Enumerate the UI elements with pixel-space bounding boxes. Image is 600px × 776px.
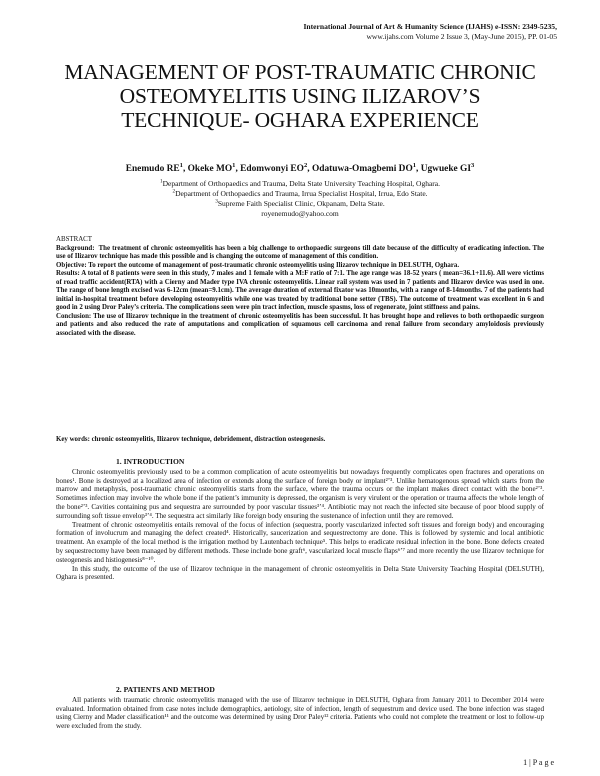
author: Odatuwa-Omagbemi DO bbox=[311, 164, 413, 174]
page-number: 1 bbox=[523, 758, 528, 767]
section-introduction bbox=[56, 458, 544, 582]
paragraph: Chronic osteomyelitis previously used to be a common complication of acute osteomyelitis but nowadays frequently complicates open fractures and operations on bones¹. Bone is destroyed at a localized area of infection or extends along the surface of foreign body or implant²ʼ³. Unlike hematogenous spread which starts from the marrow and metaphysis, post-traumatic chronic osteomyelitis starts from the surface, where the trauma occurs or the implant makes direct contact with the bone²ʼ³. Sometimes infection may involve the whole bone if the patient’s immunity is depressed, the organism is very virulent or the operation or trauma affects the whole length of the bone²ʼ³. Cavities containing pus and sequestra are surrounded by poor vascular tissues³ʼ⁴. Antibiotic may not reach the infected site because of poor blood supply of surrounding soft tissue envelop³ʼ⁴. The sequestra act similarly like foreign body ensuring the sustenance of infection until they are removed. bbox=[56, 467, 544, 520]
email[interactable]: royenemudo@yahoo.com bbox=[261, 209, 339, 218]
author-affil-mark: 2 bbox=[303, 161, 308, 169]
paragraph: Treatment of chronic osteomyelitis entails removal of the focus of infection (sequestra, poorly vascularized infected soft tissues and foreign body) and encouraging formation of involucrum and managing the defect created⁴. Historically, saucerization and sequestrectomy are done. This is followed by systemic and local antibiotic treatment. An example of the local method is the irrigation method by Lautenbach technique⁵. This helps to eradicate residual infection in the bone. Bone defects created by sequestrectomy have been managed by different methods. These include bone graft⁶, vascularized local muscle flaps⁶ʼ⁷ and more recently the use Ilizarov technique for osteogenesis and histiogenesis⁸⁻¹⁰. bbox=[56, 520, 544, 564]
author-affil-mark: 1 bbox=[179, 161, 183, 169]
journal-header bbox=[157, 22, 557, 42]
abstract-background: Background: The treatment of chronic osteomyelitis has been a big challenge to orthopaedic surgeons till date because of the difficulty of eradicating infection. The use of Ilizarov technique has made this possible and is changing the outcome of management of this condition. bbox=[56, 244, 545, 261]
journal-volume: www.ijahs.com Volume 2 Issue 3, (May-June 2015), PP. 01-05 bbox=[366, 32, 557, 42]
author-list: Enemudo $RE^1$, Okeke $MO^1$, Edomwonyi $EO^2$, Odatuwa-Omagbemi $DO^1$, Ugwueke $GI^3$ bbox=[125, 161, 475, 174]
author: Edomwonyi EO bbox=[240, 164, 304, 174]
author-affil-mark: 1 bbox=[232, 161, 236, 169]
affiliation-3: $^3$Supreme Faith Specialist Clinic, Okpanam, Delta State. bbox=[215, 198, 385, 208]
page-footer bbox=[523, 758, 554, 767]
author: Ugwueke GI bbox=[420, 164, 471, 174]
affiliation-2: $^2$Department of Orthopaedics and Trauma, Irrua Specialist Hospital, Irrua, Edo State. bbox=[172, 188, 428, 198]
affiliations bbox=[40, 179, 560, 219]
paragraph: In this study, the outcome of the use of Ilizarov technique in the management of chronic osteomyelitis in Delta State University Teaching Hospital (DELSUTH), Oghara is presented. bbox=[56, 564, 544, 582]
abstract-objective: Objective: To report the outcome of management of post-traumatic chronic osteomyelitis using Ilizarov technique in DELSUTH, Oghara. bbox=[56, 261, 460, 269]
keywords: Key words: chronic osteomyelitis, Ilizarov technique, debridement, distraction osteogenesis. bbox=[56, 436, 326, 443]
section-heading: 1. INTRODUCTION bbox=[116, 457, 185, 466]
abstract bbox=[56, 236, 544, 339]
author: Enemudo RE bbox=[125, 164, 180, 174]
author: Okeke MO bbox=[187, 164, 233, 174]
abstract-results: Results: A total of 8 patients were seen in this study, 7 males and 1 female with a M:F ratio of 7:1. The age range was 18-52 years ( mean=36.1+11.6). All were victims of road traffic accident(RTA) with a Cierny and Mader type IVA chronic osteomyelitis. Linear rail system was used in 7 patients and Ilizarov device was used in one. The range of bone length excised was 6-12cm (mean=9.1cm). The average duration of external fixator was 10months, with a range of 8-14months. 7 of the patients had initial in-hospital treatment before developing osteomyelitis while one was treated by traditional bone setter (TBS). The outcome of treatment was excellent in 6 and good in 2 using Dror Paley’s criteria. The complications seen were pin tract infection, muscle spasms, loss of regenerate, joint stiffness and pains. bbox=[56, 270, 545, 312]
section-patients-method bbox=[56, 686, 544, 731]
abstract-heading: ABSTRACT bbox=[56, 236, 92, 243]
affiliation-1: $^1$Department of Orthopaedics and Trauma, Delta State University Teaching Hospital, Oghara. bbox=[159, 178, 440, 188]
author-affil-mark: 1 bbox=[412, 161, 417, 169]
section-heading: 2. PATIENTS AND METHOD bbox=[116, 685, 215, 694]
paper-title: MANAGEMENT OF POST-TRAUMATIC CHRONIC OSTEOMYELITIS USING ILIZAROV’S TECHNIQUE- OGHARA EXPERIENCE bbox=[64, 60, 536, 132]
page-label: P a g e bbox=[532, 758, 554, 767]
footer-separator: | bbox=[529, 758, 531, 767]
author-affil-mark: 3 bbox=[470, 161, 475, 169]
journal-name: International Journal of Art & Humanity Science (IJAHS) e-ISSN: 2349-5235, bbox=[303, 22, 557, 31]
abstract-conclusion: Conclusion: The use of Ilizarov technique in the treatment of chronic osteomyelitis has been successful. It has brought hope and relieves to both orthopaedic surgeon and patients and also reduced the rate of amputations and complication of squamous cell carcinoma and renal failure from secondary amyloidosis previously associated with the disease. bbox=[56, 312, 544, 338]
paragraph: All patients with traumatic chronic osteomyelitis managed with the use of Ilizarov technique in DELSUTH, Oghara from January 2011 to December 2014 were evaluated. Information obtained from case notes include demographics, aetiology, site of infection, length of sequestrum and device used. The bone infection was staged using Cierny and Mader classification¹¹ and the outcome was determined by using Dror Paley¹² criteria. Patients who could not complete the treatment or lost to follow-up were excluded from the study. bbox=[56, 695, 544, 731]
